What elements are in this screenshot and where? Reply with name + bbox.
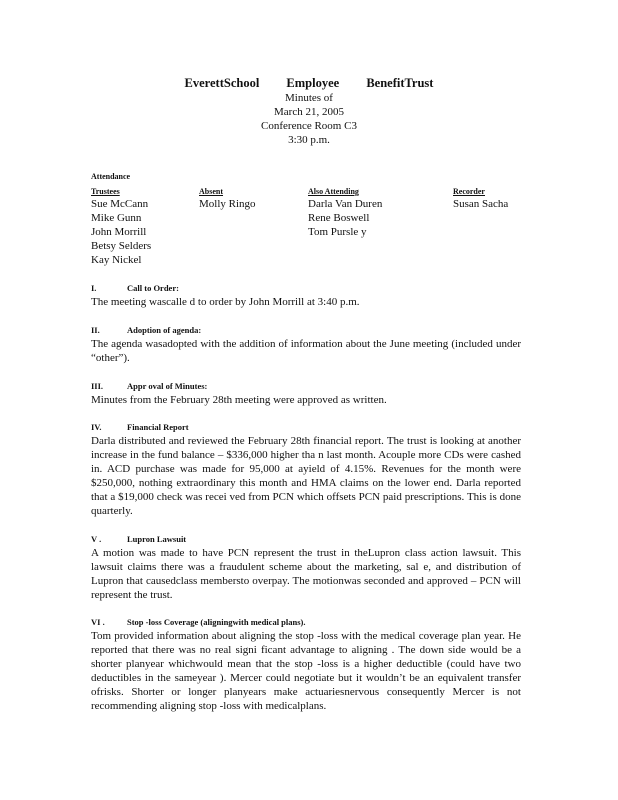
section-heading: VI . Stop -loss Coverage (aligningwith medical plans). (91, 617, 306, 627)
meeting-time: 3:30 p.m. (288, 134, 330, 146)
attendance-column-absent (199, 186, 299, 211)
meeting-date: March 21, 2005 (274, 106, 344, 118)
section-stop-loss-coverage (91, 616, 521, 713)
attendance-column-also-attending (308, 186, 438, 239)
attendance-column-recorder (453, 186, 553, 211)
attendee: Rene Boswell (308, 212, 370, 224)
document-subtitle: Minutes of (285, 92, 333, 104)
attendee: Betsy Selders (91, 240, 152, 252)
attendance-column-trustees (91, 186, 191, 267)
title-part-trust: BenefitTrust (366, 76, 434, 90)
section-heading: III. Appr oval of Minutes: (91, 381, 208, 391)
attendee: Sue McCann (91, 198, 149, 210)
section-adoption-of-agenda (91, 324, 521, 365)
section-heading: II. Adoption of agenda: (91, 325, 202, 335)
section-body: The agenda wasadopted with the addition of information about the June meeting (included under “other”). (91, 338, 521, 364)
attendee: Kay Nickel (91, 254, 142, 266)
section-body: Minutes from the February 28th meeting were approved as written. (91, 394, 387, 406)
attendance-heading: Attendance (91, 172, 131, 181)
section-heading: V . Lupron Lawsuit (91, 534, 187, 544)
section-lupron-lawsuit (91, 533, 521, 602)
section-body: Darla distributed and reviewed the February 28th financial report. The trust is looking at another increase in the fund balance – $336,000 higher tha n last month. Acouple more CDs were cashed in. ACD purchase was made for 95,000 at ayield of 4.15%. Revenues for the month were $250,000, nothing extraordinary this month and HMA claims on the lower end. Darla reported that a $19,000 check was recei ved from PCN which offsets PCN paid prescriptions. This is done quarterly. (91, 435, 521, 517)
attendee: Tom Pursle y (308, 226, 367, 238)
section-financial-report (91, 421, 521, 518)
section-heading: IV. Financial Report (91, 422, 189, 432)
column-header: Absent (199, 187, 224, 196)
attendee: Mike Gunn (91, 212, 142, 224)
document-title (0, 76, 618, 90)
meeting-location: Conference Room C3 (261, 120, 357, 132)
column-header: Also Attending (308, 187, 359, 196)
column-header: Trustees (91, 187, 120, 196)
attendee: Molly Ringo (199, 198, 256, 210)
section-heading: I. Call to Order: (91, 283, 179, 293)
title-part-employee: Employee (286, 76, 340, 90)
title-part-school: EverettSchool (184, 76, 260, 90)
section-body: A motion was made to have PCN represent the trust in theLupron class action lawsuit. This lawsuit claims there was a fraudulent scheme about the marketing, sal e, and distribution of Lupron that causedclass membersto overpay. The motionwas seconded and approved – PCN will represent the trust. (91, 547, 521, 601)
section-approval-of-minutes (91, 380, 521, 407)
attendee: Darla Van Duren (308, 198, 383, 210)
section-body: Tom provided information about aligning the stop -loss with the medical coverage plan year. He reported that there was no real signi ficant advantage to aligning . The down side would be a shorter planyear whichwould mean that the stop -loss is a higher deductible (could have two deductibles in the sameyear ). Mercer could negotiate but it wouldn’t be an equivalent transfer ofrisks. Shorter or longer planyears make actuariesnervous consequently Mercer is not recommending aligning stop -loss with medicalplans. (91, 630, 521, 712)
section-body: The meeting wascalle d to order by John Morrill at 3:40 p.m. (91, 296, 360, 308)
attendee: John Morrill (91, 226, 147, 238)
section-call-to-order (91, 282, 521, 309)
column-header: Recorder (453, 187, 485, 196)
attendee: Susan Sacha (453, 198, 509, 210)
